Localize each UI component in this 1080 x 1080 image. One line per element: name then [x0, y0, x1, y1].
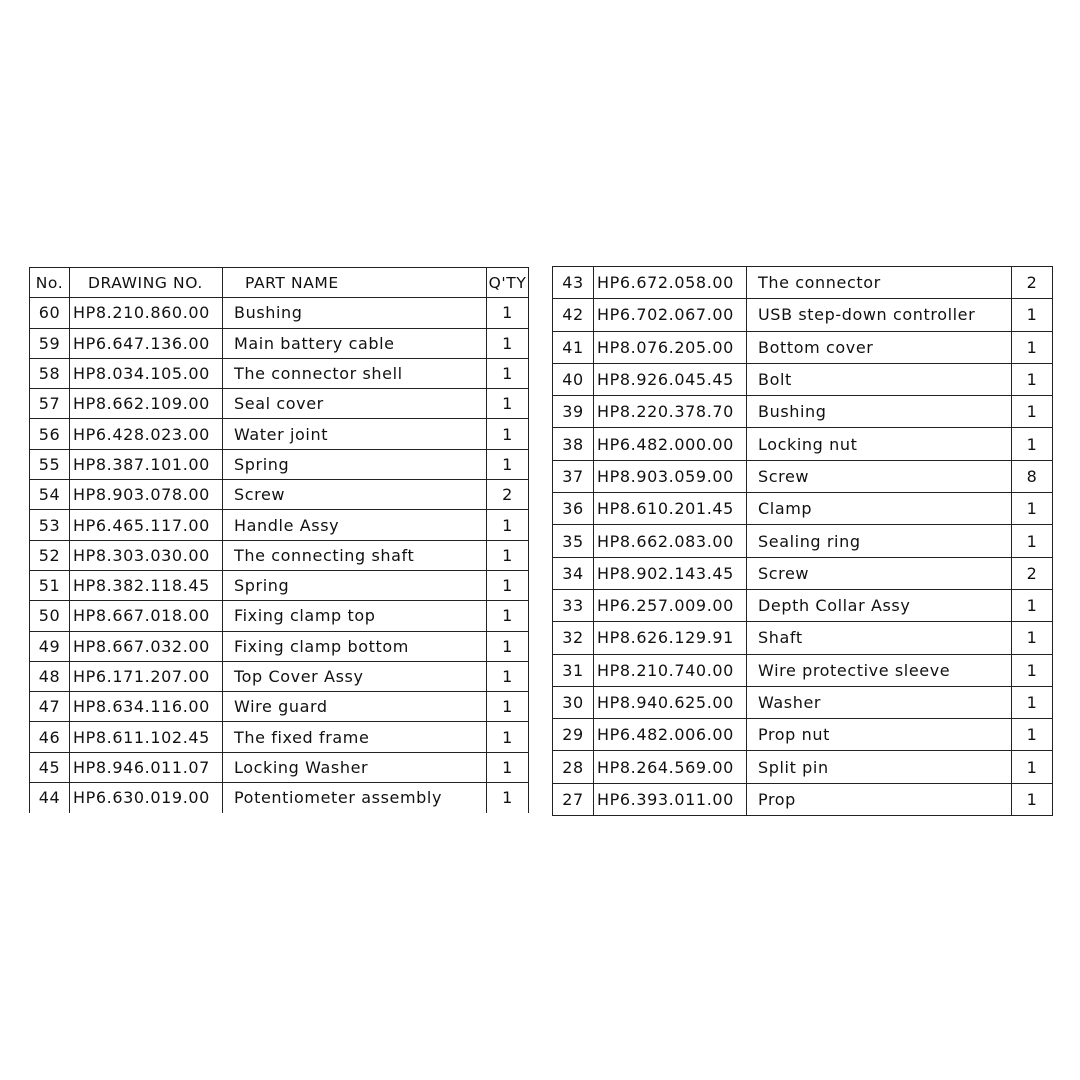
cell-item-no: 59	[30, 328, 70, 358]
cell-part-name: Screw	[747, 460, 1012, 492]
cell-part-name: Seal cover	[223, 389, 487, 419]
cell-part-name: Handle Assy	[223, 510, 487, 540]
cell-item-no: 46	[30, 722, 70, 752]
table-row	[30, 783, 529, 813]
cell-qty: 1	[487, 510, 529, 540]
cell-drawing-no: HP8.611.102.45	[70, 722, 223, 752]
cell-part-name: Bolt	[747, 363, 1012, 395]
cell-item-no: 57	[30, 389, 70, 419]
table-row	[30, 419, 529, 449]
cell-part-name: Water joint	[223, 419, 487, 449]
cell-drawing-no: HP8.034.105.00	[70, 358, 223, 388]
header-no: No.	[30, 268, 70, 298]
cell-drawing-no: HP8.303.030.00	[70, 540, 223, 570]
parts-table-right	[552, 266, 1053, 816]
cell-part-name: Top Cover Assy	[223, 661, 487, 691]
cell-part-name: Shaft	[747, 622, 1012, 654]
cell-qty: 1	[1012, 331, 1053, 363]
cell-item-no: 39	[553, 396, 594, 428]
parts-table-left	[29, 267, 529, 813]
cell-part-name: Main battery cable	[223, 328, 487, 358]
cell-part-name: Screw	[747, 557, 1012, 589]
table-row	[30, 449, 529, 479]
cell-item-no: 30	[553, 686, 594, 718]
cell-drawing-no: HP8.926.045.45	[594, 363, 747, 395]
table-row	[30, 570, 529, 600]
table-row	[30, 692, 529, 722]
cell-item-no: 43	[553, 267, 594, 299]
cell-drawing-no: HP6.428.023.00	[70, 419, 223, 449]
cell-drawing-no: HP6.647.136.00	[70, 328, 223, 358]
cell-drawing-no: HP8.264.569.00	[594, 751, 747, 783]
cell-part-name: Locking nut	[747, 428, 1012, 460]
cell-qty: 1	[1012, 686, 1053, 718]
cell-item-no: 47	[30, 692, 70, 722]
cell-part-name: Bushing	[223, 298, 487, 328]
cell-part-name: Wire guard	[223, 692, 487, 722]
cell-drawing-no: HP8.940.625.00	[594, 686, 747, 718]
cell-part-name: The connector shell	[223, 358, 487, 388]
cell-drawing-no: HP8.667.032.00	[70, 631, 223, 661]
cell-drawing-no: HP8.220.378.70	[594, 396, 747, 428]
table-row	[553, 783, 1053, 815]
table-row	[30, 601, 529, 631]
table-row	[553, 493, 1053, 525]
table-row	[553, 267, 1053, 299]
cell-qty: 1	[487, 570, 529, 600]
cell-item-no: 49	[30, 631, 70, 661]
table-row	[553, 719, 1053, 751]
cell-item-no: 32	[553, 622, 594, 654]
header-qty: Q'TY	[487, 268, 529, 298]
table-row	[553, 557, 1053, 589]
table-row	[30, 389, 529, 419]
cell-part-name: The connecting shaft	[223, 540, 487, 570]
cell-qty: 2	[487, 480, 529, 510]
table-row	[553, 589, 1053, 621]
cell-qty: 1	[1012, 589, 1053, 621]
cell-part-name: USB step-down controller	[747, 299, 1012, 331]
cell-drawing-no: HP6.393.011.00	[594, 783, 747, 815]
cell-drawing-no: HP6.702.067.00	[594, 299, 747, 331]
table-row	[30, 328, 529, 358]
cell-item-no: 33	[553, 589, 594, 621]
header-part-name: PART NAME	[223, 268, 487, 298]
cell-item-no: 37	[553, 460, 594, 492]
cell-part-name: Spring	[223, 449, 487, 479]
cell-drawing-no: HP6.171.207.00	[70, 661, 223, 691]
cell-qty: 1	[1012, 719, 1053, 751]
table-row	[553, 686, 1053, 718]
table-row	[553, 299, 1053, 331]
cell-item-no: 53	[30, 510, 70, 540]
cell-part-name: Washer	[747, 686, 1012, 718]
cell-part-name: Potentiometer assembly	[223, 783, 487, 813]
cell-item-no: 31	[553, 654, 594, 686]
cell-item-no: 34	[553, 557, 594, 589]
cell-drawing-no: HP8.662.083.00	[594, 525, 747, 557]
table-row	[30, 358, 529, 388]
table-row	[553, 654, 1053, 686]
cell-item-no: 50	[30, 601, 70, 631]
cell-item-no: 45	[30, 752, 70, 782]
cell-drawing-no: HP6.482.006.00	[594, 719, 747, 751]
table-row	[553, 525, 1053, 557]
cell-drawing-no: HP8.903.059.00	[594, 460, 747, 492]
cell-qty: 1	[1012, 363, 1053, 395]
cell-item-no: 56	[30, 419, 70, 449]
cell-item-no: 48	[30, 661, 70, 691]
cell-item-no: 28	[553, 751, 594, 783]
cell-qty: 2	[1012, 267, 1053, 299]
cell-qty: 1	[1012, 783, 1053, 815]
cell-part-name: Bushing	[747, 396, 1012, 428]
cell-item-no: 60	[30, 298, 70, 328]
cell-part-name: Spring	[223, 570, 487, 600]
cell-qty: 1	[487, 722, 529, 752]
cell-part-name: Split pin	[747, 751, 1012, 783]
table-header-row	[30, 268, 529, 298]
cell-drawing-no: HP8.610.201.45	[594, 493, 747, 525]
cell-qty: 1	[487, 449, 529, 479]
cell-qty: 1	[1012, 396, 1053, 428]
table-row	[30, 480, 529, 510]
table-row	[30, 722, 529, 752]
cell-qty: 1	[487, 328, 529, 358]
table-row	[30, 631, 529, 661]
cell-item-no: 41	[553, 331, 594, 363]
table-row	[30, 510, 529, 540]
cell-qty: 1	[1012, 654, 1053, 686]
cell-part-name: The connector	[747, 267, 1012, 299]
cell-qty: 1	[487, 661, 529, 691]
cell-qty: 2	[1012, 557, 1053, 589]
table-row	[553, 363, 1053, 395]
table-row	[30, 540, 529, 570]
cell-item-no: 44	[30, 783, 70, 813]
cell-part-name: Screw	[223, 480, 487, 510]
cell-qty: 1	[487, 601, 529, 631]
table-row	[553, 751, 1053, 783]
table-row	[553, 331, 1053, 363]
cell-qty: 1	[487, 389, 529, 419]
cell-qty: 1	[1012, 751, 1053, 783]
cell-qty: 1	[487, 692, 529, 722]
cell-qty: 1	[1012, 493, 1053, 525]
cell-drawing-no: HP8.946.011.07	[70, 752, 223, 782]
cell-drawing-no: HP8.662.109.00	[70, 389, 223, 419]
cell-qty: 1	[487, 358, 529, 388]
cell-drawing-no: HP8.076.205.00	[594, 331, 747, 363]
cell-part-name: Fixing clamp bottom	[223, 631, 487, 661]
cell-drawing-no: HP8.210.740.00	[594, 654, 747, 686]
table-row	[30, 298, 529, 328]
cell-drawing-no: HP6.482.000.00	[594, 428, 747, 460]
table-row	[30, 752, 529, 782]
cell-qty: 1	[1012, 525, 1053, 557]
cell-qty: 1	[1012, 299, 1053, 331]
cell-drawing-no: HP8.634.116.00	[70, 692, 223, 722]
cell-item-no: 55	[30, 449, 70, 479]
cell-drawing-no: HP8.626.129.91	[594, 622, 747, 654]
cell-drawing-no: HP6.630.019.00	[70, 783, 223, 813]
cell-drawing-no: HP6.465.117.00	[70, 510, 223, 540]
cell-drawing-no: HP8.667.018.00	[70, 601, 223, 631]
table-row	[553, 622, 1053, 654]
cell-drawing-no: HP8.210.860.00	[70, 298, 223, 328]
cell-part-name: Prop nut	[747, 719, 1012, 751]
cell-item-no: 36	[553, 493, 594, 525]
cell-item-no: 58	[30, 358, 70, 388]
cell-drawing-no: HP8.382.118.45	[70, 570, 223, 600]
table-row	[553, 396, 1053, 428]
cell-part-name: Locking Washer	[223, 752, 487, 782]
cell-item-no: 52	[30, 540, 70, 570]
cell-part-name: Bottom cover	[747, 331, 1012, 363]
cell-qty: 1	[487, 752, 529, 782]
cell-drawing-no: HP8.903.078.00	[70, 480, 223, 510]
cell-item-no: 29	[553, 719, 594, 751]
cell-qty: 1	[487, 631, 529, 661]
cell-part-name: Prop	[747, 783, 1012, 815]
cell-qty: 1	[487, 298, 529, 328]
cell-qty: 1	[487, 783, 529, 813]
cell-qty: 8	[1012, 460, 1053, 492]
header-drawing-no: DRAWING NO.	[70, 268, 223, 298]
cell-part-name: The fixed frame	[223, 722, 487, 752]
cell-part-name: Sealing ring	[747, 525, 1012, 557]
cell-part-name: Clamp	[747, 493, 1012, 525]
cell-qty: 1	[487, 419, 529, 449]
cell-part-name: Fixing clamp top	[223, 601, 487, 631]
cell-item-no: 27	[553, 783, 594, 815]
table-row	[553, 460, 1053, 492]
cell-part-name: Wire protective sleeve	[747, 654, 1012, 686]
cell-item-no: 40	[553, 363, 594, 395]
cell-qty: 1	[1012, 428, 1053, 460]
cell-item-no: 35	[553, 525, 594, 557]
cell-item-no: 38	[553, 428, 594, 460]
cell-drawing-no: HP6.672.058.00	[594, 267, 747, 299]
cell-drawing-no: HP6.257.009.00	[594, 589, 747, 621]
cell-qty: 1	[1012, 622, 1053, 654]
cell-part-name: Depth Collar Assy	[747, 589, 1012, 621]
cell-drawing-no: HP8.902.143.45	[594, 557, 747, 589]
table-row	[553, 428, 1053, 460]
cell-drawing-no: HP8.387.101.00	[70, 449, 223, 479]
cell-item-no: 51	[30, 570, 70, 600]
cell-item-no: 54	[30, 480, 70, 510]
table-row	[30, 661, 529, 691]
cell-qty: 1	[487, 540, 529, 570]
cell-item-no: 42	[553, 299, 594, 331]
